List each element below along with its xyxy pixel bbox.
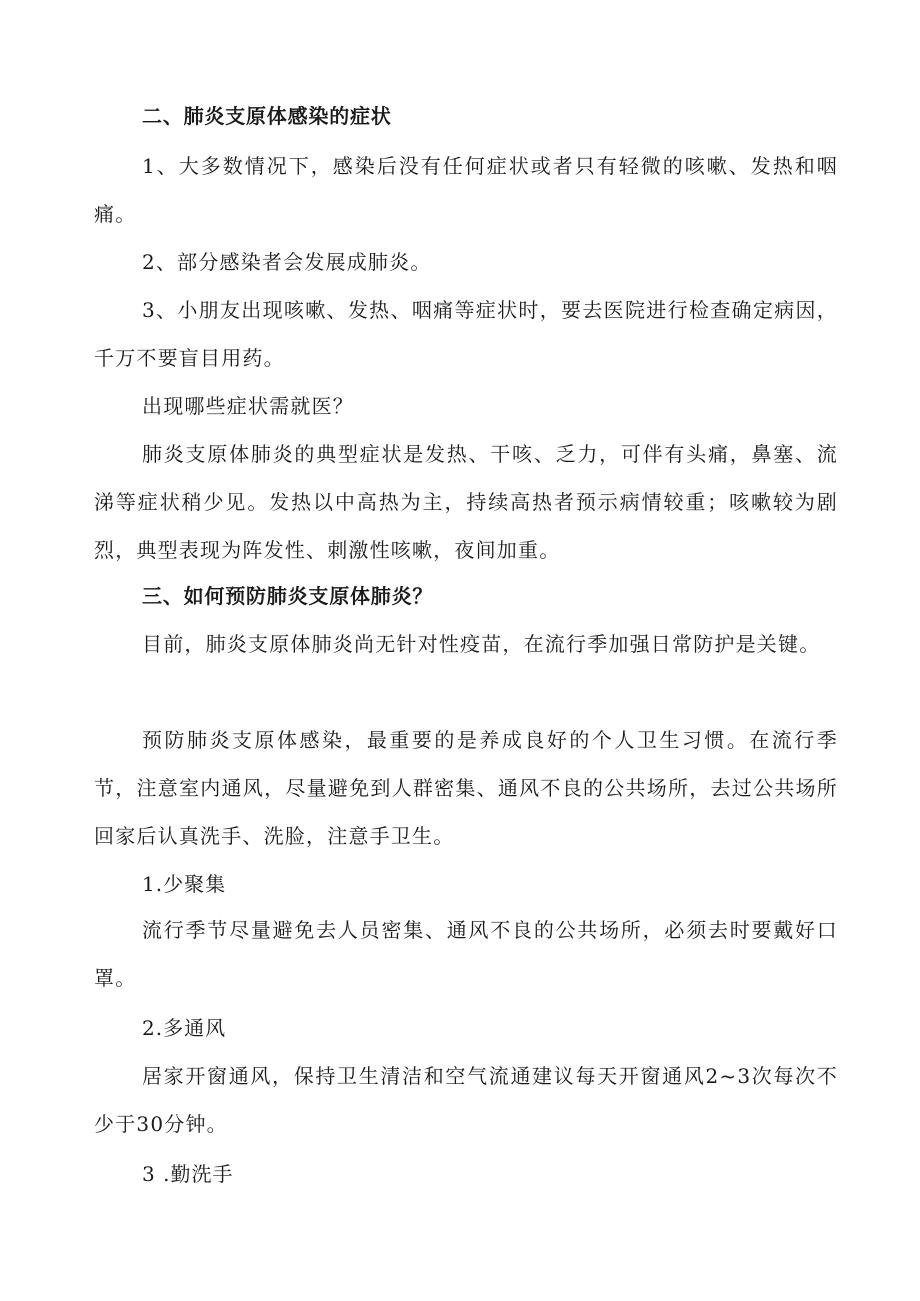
prevention-subheading-1: 1.少聚集 [142,872,227,896]
medical-visit-question: 出现哪些症状需就医？ [142,394,354,418]
symptom-item-2: 2、部分感染者会发展成肺炎。 [142,250,432,274]
symptom-item-3: 3、小朋友出现咳嗽、发热、咽痛等症状时，要去医院进行检查确定病因，千万不要盲目用药。 [94,298,838,370]
section-heading-symptoms: 二、肺炎支原体感染的症状 [142,104,392,128]
prevention-text-2: 居家开窗通风，保持卫生清洁和空气流通建议每天开窗通风2~3次每次不少于30分钟。 [94,1064,838,1136]
section-heading-prevention: 三、如何预防肺炎支原体肺炎？ [142,584,434,608]
symptom-item-1: 1、大多数情况下，感染后没有任何症状或者只有轻微的咳嗽、发热和咽痛。 [94,154,838,226]
document-page [94,0,838,1301]
prevention-subheading-2: 2.多通风 [142,1016,227,1040]
vaccine-paragraph: 目前，肺炎支原体肺炎尚无针对性疫苗，在流行季加强日常防护是关键。 [142,632,821,656]
prevention-subheading-3: 3 .勤洗手 [142,1162,234,1186]
prevention-text-1: 流行季节尽量避免去人员密集、通风不良的公共场所，必须去时要戴好口罩。 [94,918,838,990]
typical-symptoms-paragraph: 肺炎支原体肺炎的典型症状是发热、干咳、乏力，可伴有头痛，鼻塞、流涕等症状稍少见。发热以中高热为主，持续高热者预示病情较重；咳嗽较为剧烈，典型表现为阵发性、刺激性咳嗽，夜间加重。 [94,442,838,562]
hygiene-paragraph: 预防肺炎支原体感染，最重要的是养成良好的个人卫生习惯。在流行季节，注意室内通风，尽量避免到人群密集、通风不良的公共场所，去过公共场所回家后认真洗手、洗脸，注意手卫生。 [94,728,838,848]
